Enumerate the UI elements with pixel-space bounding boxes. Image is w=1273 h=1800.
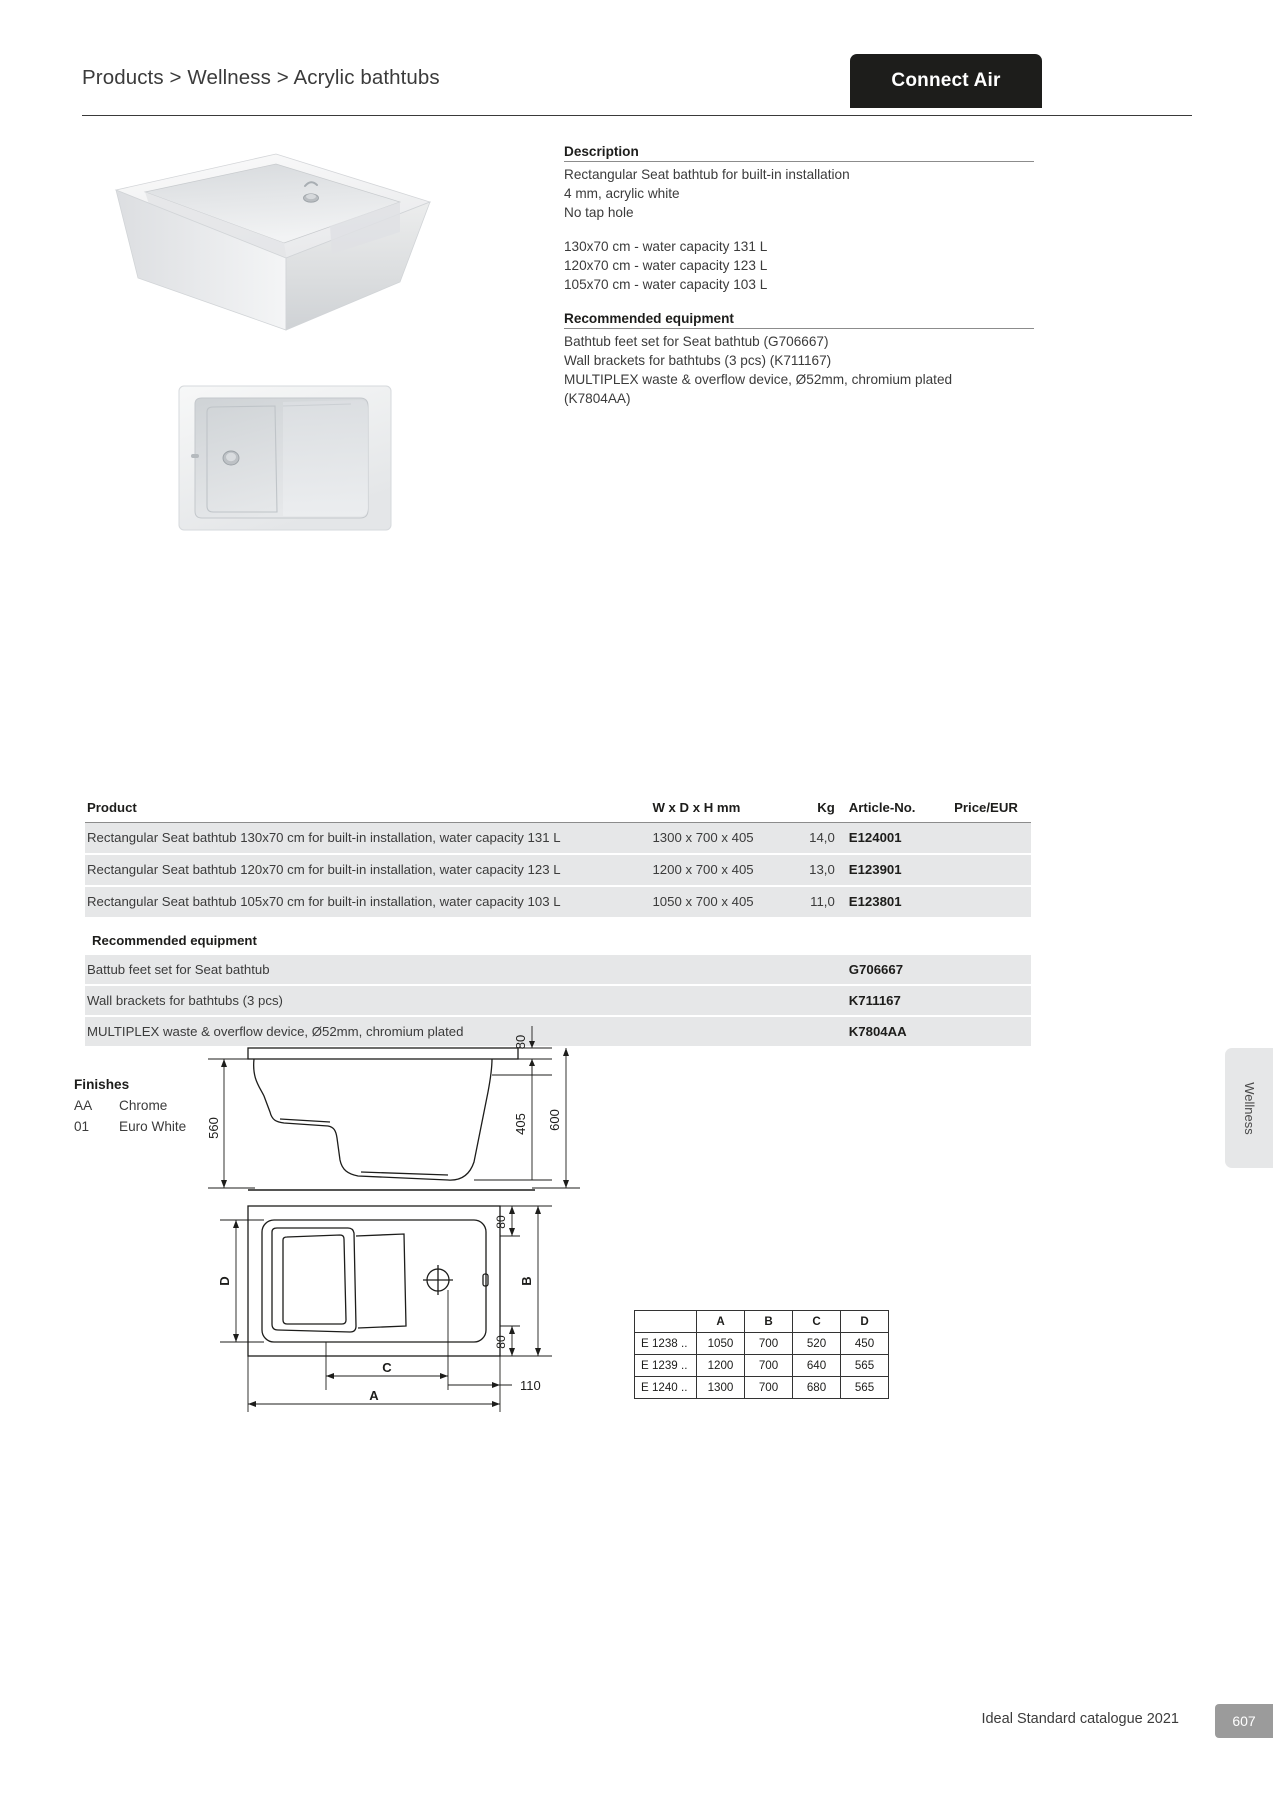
equipment-line-2: Wall brackets for bathtubs (3 pcs) (K711167) — [564, 353, 832, 368]
cell-kg: 13,0 — [785, 854, 842, 886]
breadcrumb[interactable]: Products > Wellness > Acrylic bathtubs — [82, 66, 440, 89]
section-tab-label: Wellness — [1241, 1081, 1257, 1135]
cell-price — [947, 854, 1031, 886]
header-price: Price/EUR — [947, 800, 1031, 823]
dim-cell-a: 1050 — [697, 1333, 745, 1355]
dim-label-405: 405 — [513, 1113, 528, 1135]
cell-dimensions — [645, 1016, 784, 1047]
dim-label-A: A — [369, 1388, 379, 1403]
cell-kg — [785, 1016, 842, 1047]
equipment-line-3: MULTIPLEX waste & overflow device, Ø52mm, chromium plated — [564, 372, 953, 387]
dim-cell-d: 565 — [841, 1377, 889, 1399]
header-product: Product — [85, 800, 645, 823]
dim-cell-model: E 1238 .. — [635, 1333, 697, 1355]
finish-code: 01 — [74, 1119, 90, 1134]
table-row[interactable] — [85, 985, 1031, 1016]
dim-label-560: 560 — [206, 1117, 221, 1139]
header-dimensions: W x D x H mm — [645, 800, 784, 823]
cell-price — [947, 886, 1031, 918]
description-line-2: 4 mm, acrylic white — [564, 186, 680, 201]
dim-header-d: D — [841, 1311, 889, 1333]
cell-kg: 11,0 — [785, 886, 842, 918]
cell-price — [947, 985, 1031, 1016]
dim-table-header-row — [635, 1311, 889, 1333]
cell-price — [947, 1016, 1031, 1047]
table-row[interactable] — [85, 886, 1031, 918]
dim-cell-a: 1200 — [697, 1355, 745, 1377]
capacity-line-2: 120x70 cm - water capacity 123 L — [564, 258, 768, 273]
dim-cell-c: 520 — [793, 1333, 841, 1355]
dim-header-c: C — [793, 1311, 841, 1333]
cell-dimensions: 1300 x 700 x 405 — [645, 823, 784, 855]
dim-label-80-rim: 80 — [513, 1034, 528, 1050]
equipment-line-1: Bathtub feet set for Seat bathtub (G706667) — [564, 334, 829, 349]
capacity-line-3: 105x70 cm - water capacity 103 L — [564, 277, 768, 292]
table-row[interactable] — [85, 854, 1031, 886]
cell-product: Rectangular Seat bathtub 120x70 cm for built-in installation, water capacity 123 L — [85, 854, 645, 886]
cell-price — [947, 955, 1031, 985]
dim-label-D: D — [217, 1276, 232, 1286]
dim-label-80-top: 80 — [494, 1215, 508, 1229]
dim-cell-model: E 1240 .. — [635, 1377, 697, 1399]
header-article-no: Article-No. — [842, 800, 947, 823]
dim-header-a: A — [697, 1311, 745, 1333]
cell-article-no: K711167 — [842, 985, 947, 1016]
description-title: Description — [564, 144, 1034, 162]
dim-cell-a: 1300 — [697, 1377, 745, 1399]
dim-cell-b: 700 — [745, 1333, 793, 1355]
cell-price — [947, 823, 1031, 855]
table-header-row — [85, 800, 1031, 823]
cell-kg — [785, 985, 842, 1016]
footer-catalogue-label: Ideal Standard catalogue 2021 — [981, 1711, 1179, 1727]
description-line-1: Rectangular Seat bathtub for built-in installation — [564, 167, 850, 182]
description-spacer — [564, 222, 1034, 237]
equipment-line-4: (K7804AA) — [564, 391, 631, 406]
cell-product: Battub feet set for Seat bathtub — [85, 955, 645, 985]
section-tab-wellness[interactable] — [1225, 1048, 1273, 1168]
cell-product: Wall brackets for bathtubs (3 pcs) — [85, 985, 645, 1016]
cell-dimensions: 1200 x 700 x 405 — [645, 854, 784, 886]
cell-product: Rectangular Seat bathtub 105x70 cm for built-in installation, water capacity 103 L — [85, 886, 645, 918]
finish-name: Chrome — [119, 1098, 168, 1113]
cell-kg: 14,0 — [785, 823, 842, 855]
brand-tab[interactable]: Connect Air — [850, 54, 1042, 108]
finish-name: Euro White — [119, 1119, 187, 1134]
equipment-subheader-row — [85, 918, 1031, 955]
product-table — [85, 800, 1031, 1048]
dim-header-b: B — [745, 1311, 793, 1333]
description-block — [564, 144, 1034, 408]
table-row[interactable] — [85, 823, 1031, 855]
cell-article-no: G706667 — [842, 955, 947, 985]
dim-cell-c: 680 — [793, 1377, 841, 1399]
dim-table-row — [635, 1377, 889, 1399]
dim-cell-c: 640 — [793, 1355, 841, 1377]
dim-header-blank — [635, 1311, 697, 1333]
dim-table-row — [635, 1333, 889, 1355]
cell-article-no: E124001 — [842, 823, 947, 855]
page-number: 607 — [1215, 1704, 1273, 1738]
finishes-title: Finishes — [74, 1077, 130, 1092]
product-photo-perspective — [100, 140, 480, 340]
header-kg: Kg — [785, 800, 842, 823]
dim-label-600: 600 — [547, 1109, 562, 1131]
dim-cell-model: E 1239 .. — [635, 1355, 697, 1377]
dim-cell-b: 700 — [745, 1355, 793, 1377]
dim-label-B: B — [519, 1276, 534, 1286]
dim-table-row — [635, 1355, 889, 1377]
cell-product: MULTIPLEX waste & overflow device, Ø52mm, chromium plated — [85, 1016, 645, 1047]
dim-label-80-bottom: 80 — [494, 1335, 508, 1349]
cell-dimensions: 1050 x 700 x 405 — [645, 886, 784, 918]
capacity-line-1: 130x70 cm - water capacity 131 L — [564, 239, 768, 254]
dim-cell-d: 565 — [841, 1355, 889, 1377]
dimension-reference-table — [634, 1310, 889, 1399]
cell-dimensions — [645, 955, 784, 985]
technical-drawing-top-view — [180, 1180, 610, 1420]
finish-code: AA — [74, 1098, 93, 1113]
dim-cell-d: 450 — [841, 1333, 889, 1355]
cell-article-no: E123801 — [842, 886, 947, 918]
cell-article-no: K7804AA — [842, 1016, 947, 1047]
recommended-equipment-title: Recommended equipment — [564, 311, 1034, 329]
equipment-subheader: Recommended equipment — [85, 918, 1031, 955]
cell-product: Rectangular Seat bathtub 130x70 cm for built-in installation, water capacity 131 L — [85, 823, 645, 855]
cell-kg — [785, 955, 842, 985]
dim-label-110: 110 — [520, 1378, 541, 1393]
dim-label-C: C — [382, 1360, 392, 1375]
description-line-3: No tap hole — [564, 205, 634, 220]
cell-dimensions — [645, 985, 784, 1016]
dim-cell-b: 700 — [745, 1377, 793, 1399]
cell-article-no: E123901 — [842, 854, 947, 886]
table-row[interactable] — [85, 955, 1031, 985]
page-header — [82, 58, 1192, 116]
product-photo-top-view — [155, 372, 411, 544]
